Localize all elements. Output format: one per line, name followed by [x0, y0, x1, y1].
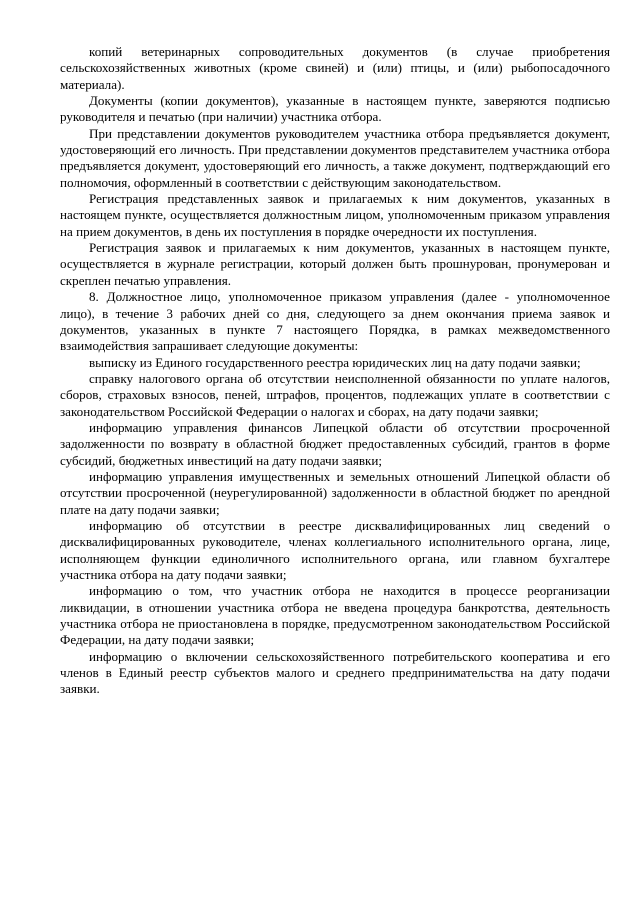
paragraph-certification: Документы (копии документов), указанные в настоящем пункте, заверяются подписью руководителя и печатью (при наличии) участника отбора. [60, 93, 610, 125]
paragraph-registration-officer: Регистрация представленных заявок и прилагаемых к ним документов, указанных в настоящем пункте, осуществляется должностным лицом, уполномоченным приказом управления на прием документов, в день их поступления в порядке очередности их поступления. [60, 191, 610, 239]
list-item-tax-certificate: справку налогового органа об отсутствии неисполненной обязанности по уплате налогов, сборов, страховых взносов, пеней, штрафов, процентов, подлежащих уплате в соответствии с законодательством Российской Федерации о налогах и сборах, на дату подачи заявки; [60, 370, 610, 419]
list-item-disqualification-info: информацию об отсутствии в реестре дисквалифицированных лиц сведений о дисквалифицированных руководителе, членах коллегиального исполнительного органа, лице, исполняющем функции единоличного исполнительного органа, или главном бухгалтере участника отбора на дату подачи заявки; [60, 517, 610, 582]
list-item-property-info: информацию управления имущественных и земельных отношений Липецкой области об отсутствии просроченной (неурегулированной) задолженности в областной бюджет по арендной плате на дату подачи заявки; [60, 468, 610, 517]
paragraph-vet-documents: копий ветеринарных сопроводительных документов (в случае приобретения сельскохозяйственных животных (кроме свиней) и (или) птицы, и (или) рыбопосадочного материала). [60, 44, 610, 92]
paragraph-identity-documents: При представлении документов руководителем участника отбора предъявляется документ, удостоверяющий его личность. При представлении документов представителем участника отбора предъявляется документ, удостоверяющий его личность, а также документ, подтверждающий его полномочия, оформленный в соответствии с действующим законодательством. [60, 125, 610, 190]
list-item-reorganization-info: информацию о том, что участник отбора не находится в процессе реорганизации ликвидации, в отношении участника отбора не введена процедура банкротства, деятельность участника отбора не приостановлена в порядке, предусмотренном законодательством Российской Федерации, на дату подачи заявки; [60, 583, 610, 648]
list-item-egrul-extract: выписку из Единого государственного реестра юридических лиц на дату подачи заявки; [89, 354, 581, 370]
paragraph-registration-journal: Регистрация заявок и прилагаемых к ним документов, указанных в настоящем пункте, осуществляется в журнале регистрации, который должен быть прошнурован, пронумерован и скреплен печатью управления. [60, 240, 610, 288]
paragraph-item-8: 8. Должностное лицо, уполномоченное приказом управления (далее - уполномоченное лицо), в течение 3 рабочих дней со дня, следующего за днем окончания приема заявок и документов, указанных в пункте 7 настоящего Порядка, в рамках межведомственного взаимодействия запрашивает следующие документы: [60, 289, 610, 354]
list-item-sme-registry-info: информацию о включении сельскохозяйственного потребительского кооператива и его членов в Единый реестр субъектов малого и среднего предпринимательства на дату подачи заявки. [60, 648, 610, 697]
list-item-finance-info: информацию управления финансов Липецкой области об отсутствии просроченной задолженности по возврату в областной бюджет предоставленных субсидий, грантов в форме субсидий, бюджетных инвестиций на дату подачи заявки; [60, 419, 610, 468]
document-page [60, 44, 610, 698]
